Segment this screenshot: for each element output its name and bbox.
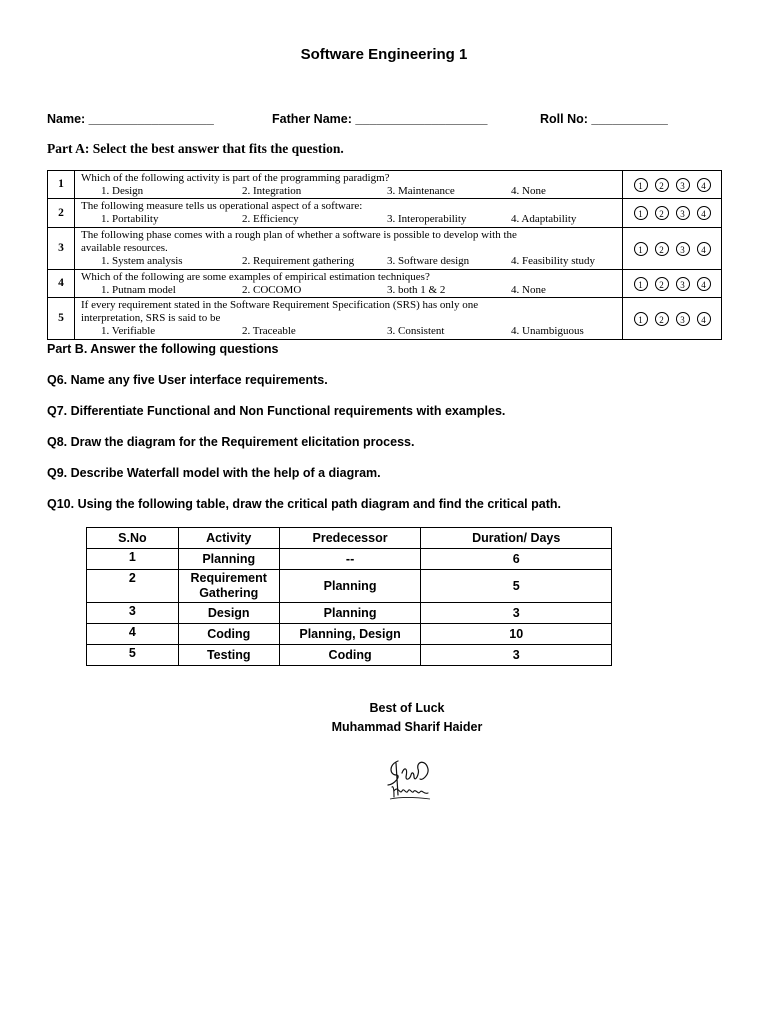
answer-option: 4. Unambiguous	[511, 325, 584, 337]
question-text: Which of the following activity is part of the programming paradigm?	[81, 171, 390, 184]
cell-activity: Planning	[178, 549, 279, 570]
cell-duration: 5	[421, 570, 612, 603]
answer-bubble[interactable]: 1	[634, 178, 648, 192]
question-text: available resources.	[81, 242, 168, 254]
question-text: The following phase comes with a rough plan of whether a software is possible to develop with the	[81, 229, 517, 241]
answer-option: 1. Design	[101, 184, 144, 197]
answer-bubbles-cell	[623, 199, 722, 228]
cell-activity: Coding	[178, 624, 279, 645]
answer-option: 2. COCOMO	[242, 283, 302, 296]
answer-bubble[interactable]: 2	[655, 312, 669, 326]
answer-option: 4. Feasibility study	[511, 255, 596, 267]
answer-bubble[interactable]: 2	[655, 206, 669, 220]
question-cell	[75, 270, 623, 298]
answer-bubble[interactable]: 3	[676, 242, 690, 256]
answer-bubbles-cell	[623, 270, 722, 298]
answer-option: 1. Verifiable	[101, 325, 156, 337]
question-text: The following measure tells us operational aspect of a software:	[81, 200, 363, 212]
table-header-row	[87, 528, 612, 549]
header-predecessor: Predecessor	[279, 528, 421, 549]
answer-option: 2. Requirement gathering	[242, 255, 355, 267]
roll-no-field-label: Roll No: ___________	[540, 112, 668, 126]
question-8: Q8. Draw the diagram for the Requirement elicitation process.	[47, 435, 415, 449]
mcq-row	[48, 270, 722, 298]
header-sno: S.No	[87, 528, 179, 549]
cell-sno: 1	[87, 549, 179, 570]
answer-option: 3. Maintenance	[387, 184, 455, 197]
question-cell	[75, 171, 623, 199]
answer-bubble[interactable]: 2	[655, 277, 669, 291]
answer-option: 3. both 1 & 2	[387, 283, 446, 296]
answer-option: 4. None	[511, 184, 546, 197]
answer-bubble[interactable]: 4	[697, 277, 711, 291]
answer-option: 3. Consistent	[387, 325, 445, 337]
header-activity: Activity	[178, 528, 279, 549]
answer-bubble[interactable]: 3	[676, 206, 690, 220]
question-number: 4	[48, 270, 75, 298]
question-number: 5	[48, 298, 75, 340]
question-text: interpretation, SRS is said to be	[81, 312, 221, 324]
question-cell	[75, 298, 623, 340]
answer-bubbles-cell	[623, 171, 722, 199]
signature-image	[380, 755, 440, 805]
answer-option: 2. Integration	[242, 184, 302, 197]
cell-duration: 3	[421, 645, 612, 666]
answer-bubble[interactable]: 3	[676, 277, 690, 291]
cell-duration: 6	[421, 549, 612, 570]
options-row	[81, 185, 618, 198]
question-number: 2	[48, 199, 75, 228]
options-row	[81, 213, 618, 226]
answer-option: 3. Software design	[387, 255, 470, 267]
answer-bubble[interactable]: 4	[697, 242, 711, 256]
answer-bubble[interactable]: 3	[676, 312, 690, 326]
answer-bubble[interactable]: 1	[634, 277, 648, 291]
answer-bubble[interactable]: 4	[697, 178, 711, 192]
cell-duration: 10	[421, 624, 612, 645]
cell-activity: Requirement Gathering	[178, 570, 279, 603]
answer-bubbles-cell	[623, 298, 722, 340]
question-text: Which of the following are some examples of empirical estimation techniques?	[81, 270, 430, 283]
cell-predecessor: --	[279, 549, 421, 570]
answer-option: 4. Adaptability	[511, 213, 577, 225]
question-text: If every requirement stated in the Software Requirement Specification (SRS) has only one	[81, 299, 479, 311]
answer-option: 2. Traceable	[242, 325, 296, 337]
cell-activity: Testing	[178, 645, 279, 666]
cell-predecessor: Coding	[279, 645, 421, 666]
mcq-row	[48, 298, 722, 340]
mcq-row	[48, 171, 722, 199]
cell-sno: 5	[87, 645, 179, 666]
critical-path-table	[86, 527, 612, 666]
best-of-luck-text: Best of Luck	[369, 701, 445, 715]
answer-option: 2. Efficiency	[242, 213, 299, 225]
answer-bubble[interactable]: 3	[676, 178, 690, 192]
question-number: 1	[48, 171, 75, 199]
answer-bubble[interactable]: 1	[634, 206, 648, 220]
question-number: 3	[48, 228, 75, 270]
question-7: Q7. Differentiate Functional and Non Functional requirements with examples.	[47, 404, 506, 418]
question-cell	[75, 228, 623, 270]
mcq-table	[47, 170, 722, 340]
table-row	[87, 549, 612, 570]
question-9: Q9. Describe Waterfall model with the help of a diagram.	[47, 466, 381, 480]
mcq-row	[48, 199, 722, 228]
answer-bubble[interactable]: 1	[634, 312, 648, 326]
name-field-label: Name: __________________	[47, 112, 214, 126]
father-name-field-label: Father Name: ___________________	[272, 112, 488, 126]
answer-bubble[interactable]: 2	[655, 178, 669, 192]
answer-option: 3. Interoperability	[387, 213, 467, 225]
author-name: Muhammad Sharif Haider	[331, 720, 483, 734]
part-a-heading: Part A: Select the best answer that fits the question.	[47, 141, 344, 156]
answer-bubbles-cell	[623, 228, 722, 270]
cell-predecessor: Planning	[279, 570, 421, 603]
options-row	[81, 284, 618, 297]
table-row	[87, 570, 612, 603]
cell-duration: 3	[421, 603, 612, 624]
question-10: Q10. Using the following table, draw the critical path diagram and find the critical path.	[47, 497, 561, 511]
options-row	[81, 325, 618, 338]
cell-activity: Design	[178, 603, 279, 624]
answer-bubble[interactable]: 4	[697, 312, 711, 326]
question-6: Q6. Name any five User interface requirements.	[47, 373, 328, 387]
cell-predecessor: Planning, Design	[279, 624, 421, 645]
table-row	[87, 645, 612, 666]
cell-predecessor: Planning	[279, 603, 421, 624]
cell-sno: 2	[87, 570, 179, 603]
cell-sno: 4	[87, 624, 179, 645]
header-duration: Duration/ Days	[421, 528, 612, 549]
table-row	[87, 603, 612, 624]
answer-bubble[interactable]: 4	[697, 206, 711, 220]
table-row	[87, 624, 612, 645]
answer-option: 1. Putnam model	[101, 283, 176, 296]
answer-option: 4. None	[511, 283, 546, 296]
mcq-row	[48, 228, 722, 270]
cell-sno: 3	[87, 603, 179, 624]
part-b-heading: Part B. Answer the following questions	[47, 342, 279, 356]
answer-option: 1. System analysis	[101, 255, 183, 267]
answer-bubble[interactable]: 1	[634, 242, 648, 256]
options-row	[81, 255, 618, 268]
answer-option: 1. Portability	[101, 213, 159, 225]
answer-bubble[interactable]: 2	[655, 242, 669, 256]
closing-block	[0, 699, 768, 737]
page-title: Software Engineering 1	[300, 46, 468, 63]
question-cell	[75, 199, 623, 228]
